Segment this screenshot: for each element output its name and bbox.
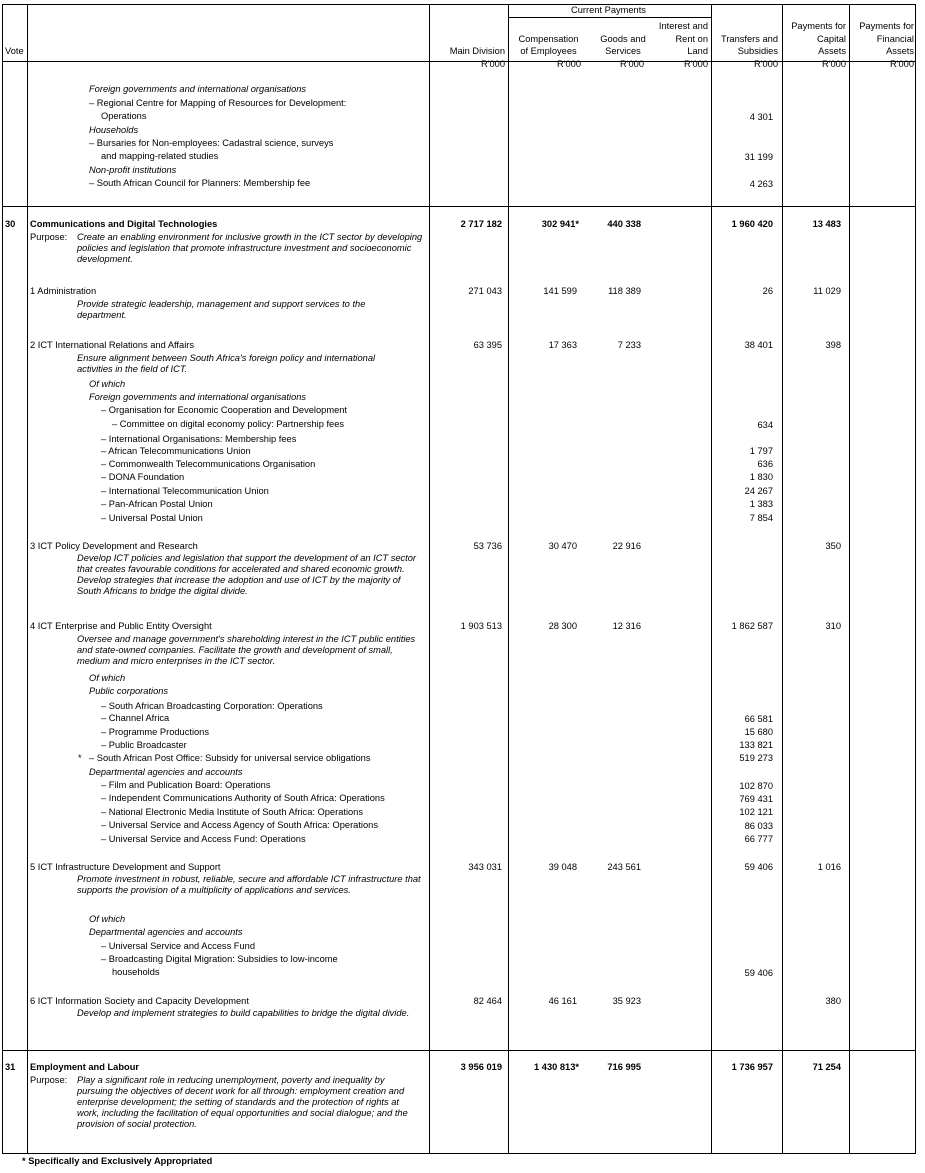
header-interest-2: Rent on [675, 34, 708, 44]
line-value: 634 [757, 420, 773, 430]
header-interest-1: Interest and [658, 21, 708, 31]
p2-main: 63 395 [473, 340, 502, 350]
header-financial-2: Financial [876, 34, 914, 44]
line-item: – DONA Foundation [101, 472, 185, 482]
carry-line: Households [89, 125, 139, 135]
vote-title: Communications and Digital Technologies [30, 219, 218, 229]
programme-title: 2 ICT International Relations and Affairs [30, 340, 194, 350]
row-separator [3, 1050, 915, 1051]
vote-title: Employment and Labour [30, 1062, 139, 1072]
line-item: – Committee on digital economy policy: Partnership fees [112, 419, 345, 429]
p2-goods: 7 233 [617, 340, 641, 350]
programme-desc: Oversee and manage government's shareholding interest in the ICT public entities and state-owned companies. Facilitate the growth and development of small, medium and micro enterprises in the ICT sector. [77, 634, 416, 666]
p1-transfers: 26 [762, 286, 773, 296]
category-label: Foreign governments and international organisations [89, 392, 307, 402]
vote-main-division: 3 956 019 [460, 1062, 502, 1072]
line-item: – International Organisations: Membership fees [101, 434, 297, 444]
line-item: – South African Post Office: Subsidy for universal service obligations [89, 753, 371, 763]
header-financial-1: Payments for [859, 21, 914, 31]
p6-capital: 380 [825, 996, 841, 1006]
carry-line: and mapping-related studies [101, 151, 219, 161]
line-item: – Universal Service and Access Agency of South Africa: Operations [101, 820, 378, 830]
p4-capital: 310 [825, 621, 841, 631]
p6-comp: 46 161 [548, 996, 577, 1006]
line-value: 59 406 [744, 968, 773, 978]
col-divider [849, 5, 850, 1153]
line-item: – South African Broadcasting Corporation: Operations [101, 701, 323, 711]
header-transfers-2: Subsidies [737, 46, 778, 56]
current-payments-underline [508, 17, 711, 18]
vote-main-division: 2 717 182 [460, 219, 502, 229]
purpose-label: Purpose: [30, 1075, 68, 1085]
p1-capital: 11 029 [813, 286, 841, 296]
header-capital-2: Capital [817, 34, 846, 44]
programme-desc: Promote investment in robust, reliable, secure and affordable ICT infrastructure that supports the provision of a multiplicity of applications and services. [77, 874, 421, 895]
col-divider [782, 5, 783, 1153]
line-value: 66 581 [744, 714, 773, 724]
line-value: 66 777 [744, 834, 773, 844]
col-divider [711, 5, 712, 1153]
line-item: – National Electronic Media Institute of South Africa: Operations [101, 807, 364, 817]
vote-transfers: 1 960 420 [731, 219, 773, 229]
programme-title: 5 ICT Infrastructure Development and Support [30, 862, 221, 872]
line-item: – Independent Communications Authority of South Africa: Operations [101, 793, 385, 803]
programme-title: 4 ICT Enterprise and Public Entity Oversight [30, 621, 212, 631]
p1-main: 271 043 [468, 286, 502, 296]
p1-comp: 141 599 [543, 286, 577, 296]
header-comp-2: of Employees [520, 46, 577, 56]
line-value: 15 680 [744, 727, 773, 737]
line-item: – Programme Productions [101, 727, 209, 737]
of-which: Of which [89, 379, 126, 389]
line-item: – International Telecommunication Union [101, 486, 269, 496]
p5-capital: 1 016 [817, 862, 841, 872]
vote-number: 30 [5, 219, 16, 229]
p5-main: 343 031 [468, 862, 502, 872]
vote-capital: 71 254 [812, 1062, 841, 1072]
line-item: – Public Broadcaster [101, 740, 187, 750]
vote-number: 31 [5, 1062, 16, 1072]
line-value: 102 121 [739, 807, 773, 817]
p4-transfers: 1 862 587 [731, 621, 773, 631]
line-item: – Film and Publication Board: Operations [101, 780, 271, 790]
header-capital-3: Assets [818, 46, 846, 56]
appropriation-marker: * [78, 753, 82, 763]
purpose-label: Purpose: [30, 232, 68, 242]
row-separator [3, 206, 915, 207]
vote-transfers: 1 736 957 [731, 1062, 773, 1072]
header-vote: Vote [5, 46, 24, 56]
line-item: – Channel Africa [101, 713, 170, 723]
carry-line: Foreign governments and international organisations [89, 84, 307, 94]
carry-line: – Bursaries for Non-employees: Cadastral science, surveys [89, 138, 334, 148]
header-goods-2: Services [605, 46, 641, 56]
programme-desc: Develop ICT policies and legislation that support the development of an ICT sector that creates favourable conditions for accelerated and shared economic growth. Develop strategies that increase the adoption and use of ICT by the majority of South Africans to bridge the digital divide. [77, 553, 417, 596]
carry-line: – South African Council for Planners: Membership fee [89, 178, 311, 188]
line-item: – Pan-African Postal Union [101, 499, 213, 509]
p3-main: 53 736 [473, 541, 502, 551]
category-label: Public corporations [89, 686, 169, 696]
programme-title: 1 Administration [30, 286, 97, 296]
p2-comp: 17 363 [548, 340, 577, 350]
vote-compensation: 1 430 813* [534, 1062, 579, 1072]
unit-transfers: R'000 [753, 59, 778, 69]
header-main-division: Main Division [449, 46, 505, 56]
unit-financial: R'000 [889, 59, 914, 69]
programme-desc: Develop and implement strategies to build capabilities to bridge the digital divide. [77, 1008, 410, 1018]
line-item: – Broadcasting Digital Migration: Subsidies to low-income [101, 954, 338, 964]
line-value: 1 383 [749, 499, 773, 509]
programme-desc: Ensure alignment between South Africa's foreign policy and international activities in the field of ICT. [77, 353, 376, 374]
line-value: 24 267 [744, 486, 773, 496]
of-which: Of which [89, 673, 126, 683]
p2-transfers: 38 401 [744, 340, 773, 350]
category-label: Departmental agencies and accounts [89, 767, 243, 777]
line-value: 1 830 [749, 472, 773, 482]
col-divider [429, 5, 430, 1153]
footnote: * Specifically and Exclusively Appropriated [22, 1156, 213, 1166]
header-interest-3: Land [687, 46, 708, 56]
line-item: – Universal Service and Access Fund [101, 941, 255, 951]
p4-comp: 28 300 [548, 621, 577, 631]
vote-goods: 716 995 [607, 1062, 641, 1072]
purpose-text: Play a significant role in reducing unemployment, poverty and inequality by pursuing the objectives of decent work for all through: employment creation and enterprise development; the setting of standards and the protection of rights at work, including the facilitation of equal opportunities and social dialogue; and the provision of social protection. [77, 1075, 408, 1129]
line-value: 7 854 [749, 513, 773, 523]
p1-goods: 118 389 [608, 286, 641, 296]
p5-transfers: 59 406 [744, 862, 773, 872]
line-item: – Universal Postal Union [101, 513, 203, 523]
carry-line: Operations [101, 111, 147, 121]
p4-main: 1 903 513 [460, 621, 502, 631]
line-value: 102 870 [739, 781, 773, 791]
header-transfers-1: Transfers and [720, 34, 778, 44]
line-item: – African Telecommunications Union [101, 446, 251, 456]
p6-main: 82 464 [473, 996, 502, 1006]
line-item: households [112, 967, 160, 977]
header-capital-1: Payments for [791, 21, 846, 31]
carry-line: Non-profit institutions [89, 165, 177, 175]
line-value: 519 273 [739, 753, 773, 763]
unit-interest: R'000 [683, 59, 708, 69]
p5-goods: 243 561 [607, 862, 641, 872]
col-divider [27, 5, 28, 1153]
programme-title: 3 ICT Policy Development and Research [30, 541, 198, 551]
unit-comp: R'000 [556, 59, 581, 69]
carry-value: 4 263 [749, 179, 773, 189]
unit-goods: R'000 [619, 59, 644, 69]
vote-compensation: 302 941* [541, 219, 579, 229]
vote-goods: 440 338 [607, 219, 641, 229]
p4-goods: 12 316 [612, 621, 641, 631]
p5-comp: 39 048 [548, 862, 577, 872]
line-value: 769 431 [739, 794, 773, 804]
p3-capital: 350 [825, 541, 841, 551]
of-which: Of which [89, 914, 126, 924]
header-comp-1: Compensation [518, 34, 579, 44]
p6-goods: 35 923 [612, 996, 641, 1006]
col-divider [508, 5, 509, 1153]
line-value: 1 797 [749, 446, 773, 456]
programme-title: 6 ICT Information Society and Capacity Development [30, 996, 249, 1006]
header-current-payments: Current Payments [571, 5, 646, 15]
line-item: – Universal Service and Access Fund: Operations [101, 834, 306, 844]
carry-value: 31 199 [744, 152, 773, 162]
carry-line: – Regional Centre for Mapping of Resources for Development: [89, 98, 347, 108]
category-label: Departmental agencies and accounts [89, 927, 243, 937]
unit-capital: R'000 [821, 59, 846, 69]
p3-comp: 30 470 [548, 541, 577, 551]
carry-value: 4 301 [749, 112, 773, 122]
purpose-text: Create an enabling environment for inclusive growth in the ICT sector by developing policies and legislation that promote infrastructure investment and socioeconomic development. [77, 232, 423, 264]
p3-goods: 22 916 [612, 541, 641, 551]
line-value: 86 033 [744, 821, 773, 831]
header-financial-3: Assets [886, 46, 914, 56]
programme-desc: Provide strategic leadership, management and support services to the department. [77, 299, 366, 320]
unit-main: R'000 [480, 59, 505, 69]
header-goods-1: Goods and [600, 34, 646, 44]
line-item: – Organisation for Economic Cooperation and Development [101, 405, 347, 415]
vote-capital: 13 483 [812, 219, 841, 229]
line-value: 636 [757, 459, 773, 469]
p2-capital: 398 [825, 340, 841, 350]
line-value: 133 821 [739, 740, 773, 750]
line-item: – Commonwealth Telecommunications Organisation [101, 459, 316, 469]
